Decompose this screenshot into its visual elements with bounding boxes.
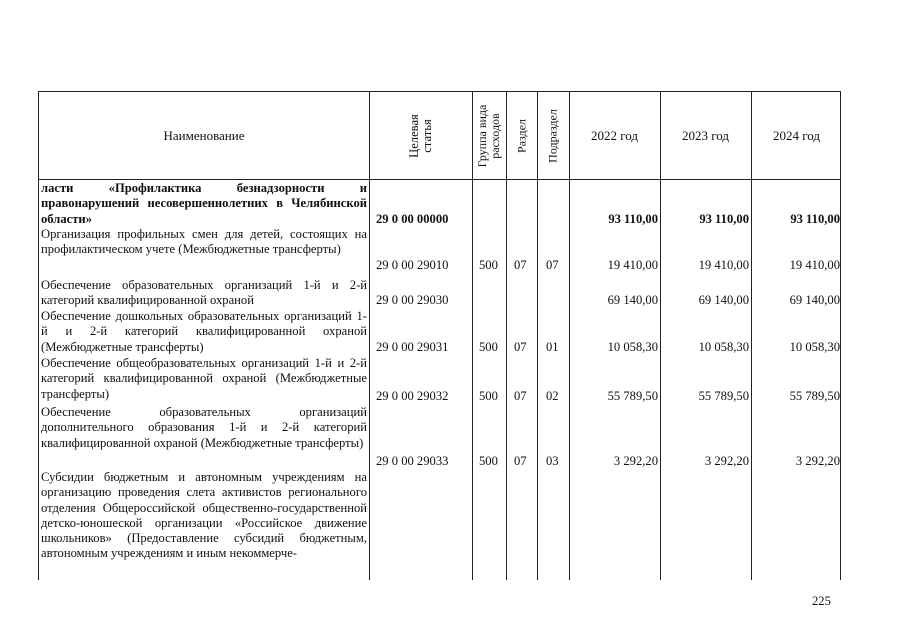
- row-value-2024: 3 292,20: [795, 454, 840, 468]
- header-2022: 2022 год: [591, 127, 638, 143]
- header-target-article: [369, 92, 472, 179]
- row-name: Обеспечение образовательных организаций 1-й и 2-й категорий квалифицированной охраной: [41, 278, 367, 308]
- row-value-2022: 3 292,20: [613, 454, 658, 468]
- row-group: 500: [479, 340, 498, 354]
- row-value-2022: 69 140,00: [607, 293, 658, 307]
- row-value-2023: 55 789,50: [698, 389, 749, 403]
- header-2024: 2024 год: [773, 127, 820, 143]
- header-divider: [39, 179, 840, 180]
- row-value-2024: 93 110,00: [790, 212, 840, 226]
- row-name: Субсидии бюджетным и автономным учреждениям на организацию проведения слета активистов регионального отделения Общероссийской общественно-государственной детско-юношеской организации «Российское движение школьников» (Предоставление субсидий бюджетным, автономным учреждениям и иным некоммерче-: [41, 470, 367, 561]
- row-value-2023: 93 110,00: [699, 212, 749, 226]
- header-section: [506, 92, 537, 179]
- row-value-2023: 19 410,00: [698, 258, 749, 272]
- row-value-2022: 10 058,30: [607, 340, 658, 354]
- budget-table: [38, 91, 841, 580]
- row-name: Обеспечение дошкольных образовательных организаций 1-й и 2-й категорий квалифицированной охраной (Межбюджетные трансферты): [41, 309, 367, 354]
- row-value-2024: 55 789,50: [789, 389, 840, 403]
- row-value-2022: 55 789,50: [607, 389, 658, 403]
- row-name: ласти «Профилактика безнадзорности и правонарушений несовершеннолетних в Челябинской области»: [41, 181, 367, 226]
- row-value-2024: 10 058,30: [789, 340, 840, 354]
- row-code: 29 0 00 29032: [376, 389, 449, 403]
- row-value-2023: 3 292,20: [704, 454, 749, 468]
- row-section: 07: [514, 389, 527, 403]
- row-section: 07: [514, 340, 527, 354]
- row-code: 29 0 00 00000: [376, 212, 449, 226]
- row-subsection: 03: [546, 454, 559, 468]
- header-expense-group-text: Группа вида расходов: [475, 104, 502, 167]
- row-code: 29 0 00 29033: [376, 454, 449, 468]
- row-section: 07: [514, 258, 527, 272]
- row-section: 07: [514, 454, 527, 468]
- header-subsection: [537, 92, 569, 179]
- row-code: 29 0 00 29030: [376, 293, 449, 307]
- row-value-2022: 19 410,00: [607, 258, 658, 272]
- page-number: 225: [812, 594, 831, 608]
- row-group: 500: [479, 454, 498, 468]
- row-value-2022: 93 110,00: [608, 212, 658, 226]
- row-name: Обеспечение общеобразовательных организаций 1-й и 2-й категорий квалифицированной охраной (Межбюджетные трансферты): [41, 356, 367, 401]
- row-name: Обеспечение образовательных организаций дополнительного образования 1-й и 2-й категорий квалифицированной охраной (Межбюджетные трансферты): [41, 405, 367, 450]
- row-value-2024: 19 410,00: [789, 258, 840, 272]
- row-value-2024: 69 140,00: [789, 293, 840, 307]
- row-value-2023: 10 058,30: [698, 340, 749, 354]
- row-subsection: 07: [546, 258, 559, 272]
- header-subsection-text: Подраздел: [545, 108, 560, 163]
- row-subsection: 02: [546, 389, 559, 403]
- header-section-text: Раздел: [514, 118, 528, 153]
- header-name: Наименование: [163, 127, 245, 143]
- header-2023: 2023 год: [682, 127, 729, 143]
- row-group: 500: [479, 389, 498, 403]
- row-group: 500: [479, 258, 498, 272]
- header-expense-group: [472, 92, 506, 179]
- header-target-article-text: Целевая статья: [406, 113, 434, 158]
- row-code: 29 0 00 29010: [376, 258, 449, 272]
- row-subsection: 01: [546, 340, 559, 354]
- row-code: 29 0 00 29031: [376, 340, 449, 354]
- row-value-2023: 69 140,00: [698, 293, 749, 307]
- row-name: Организация профильных смен для детей, состоящих на профилактическом учете (Межбюджетные трансферты): [41, 227, 367, 257]
